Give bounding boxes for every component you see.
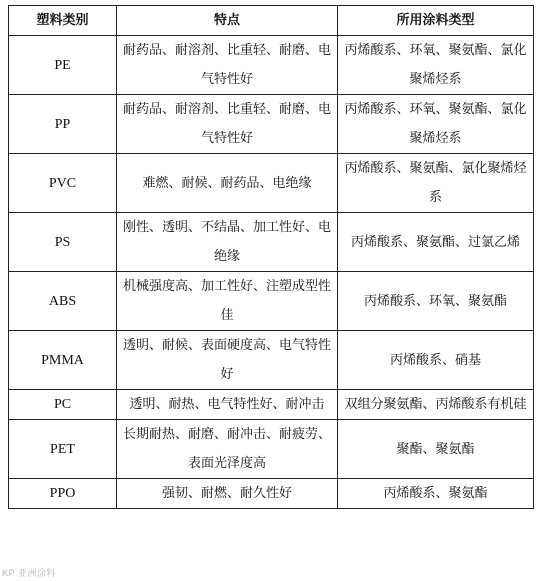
plastic-type-cell: ABS (9, 272, 117, 331)
plastic-type-cell: PC (9, 390, 117, 420)
coatings-cell: 丙烯酸系、环氧、聚氨酯 (338, 272, 534, 331)
coatings-cell: 丙烯酸系、聚氨酯 (338, 479, 534, 509)
features-cell: 刚性、透明、不结晶、加工性好、电绝缘 (117, 213, 338, 272)
features-cell: 耐药品、耐溶剂、比重轻、耐磨、电气特性好 (117, 95, 338, 154)
plastic-type-cell: PMMA (9, 331, 117, 390)
plastic-type-cell: PPO (9, 479, 117, 509)
plastics-coatings-table (8, 5, 534, 509)
watermark-logo: KP 亚洲涂料 (2, 568, 56, 578)
coatings-cell: 聚酯、聚氨酯 (338, 420, 534, 479)
header-plastic-type: 塑料类别 (9, 6, 117, 36)
table-header-row (9, 6, 534, 36)
table-row (9, 390, 534, 420)
header-coating-types: 所用涂料类型 (338, 6, 534, 36)
features-cell: 长期耐热、耐磨、耐冲击、耐疲劳、表面光泽度高 (117, 420, 338, 479)
coatings-cell: 丙烯酸系、硝基 (338, 331, 534, 390)
features-cell: 透明、耐候、表面硬度高、电气特性好 (117, 331, 338, 390)
table-row (9, 272, 534, 331)
plastic-type-cell: PP (9, 95, 117, 154)
table-row (9, 213, 534, 272)
coatings-cell: 丙烯酸系、环氧、聚氨酯、氯化聚烯烃系 (338, 95, 534, 154)
table-row (9, 331, 534, 390)
plastic-type-cell: PE (9, 36, 117, 95)
coatings-cell: 丙烯酸系、聚氨酯、过氯乙烯 (338, 213, 534, 272)
plastics-table-container (8, 5, 533, 509)
coatings-cell: 丙烯酸系、聚氨酯、氯化聚烯烃系 (338, 154, 534, 213)
coatings-cell: 双组分聚氨酯、丙烯酸系有机硅 (338, 390, 534, 420)
table-row (9, 154, 534, 213)
plastic-type-cell: PS (9, 213, 117, 272)
features-cell: 强韧、耐燃、耐久性好 (117, 479, 338, 509)
table-row (9, 36, 534, 95)
features-cell: 机械强度高、加工性好、注塑成型性佳 (117, 272, 338, 331)
table-row (9, 420, 534, 479)
table-row (9, 479, 534, 509)
coatings-cell: 丙烯酸系、环氧、聚氨酯、氯化聚烯烃系 (338, 36, 534, 95)
features-cell: 透明、耐热、电气特性好、耐冲击 (117, 390, 338, 420)
plastic-type-cell: PET (9, 420, 117, 479)
features-cell: 耐药品、耐溶剂、比重轻、耐磨、电气特性好 (117, 36, 338, 95)
features-cell: 难燃、耐候、耐药品、电绝缘 (117, 154, 338, 213)
table-row (9, 95, 534, 154)
plastic-type-cell: PVC (9, 154, 117, 213)
header-features: 特点 (117, 6, 338, 36)
